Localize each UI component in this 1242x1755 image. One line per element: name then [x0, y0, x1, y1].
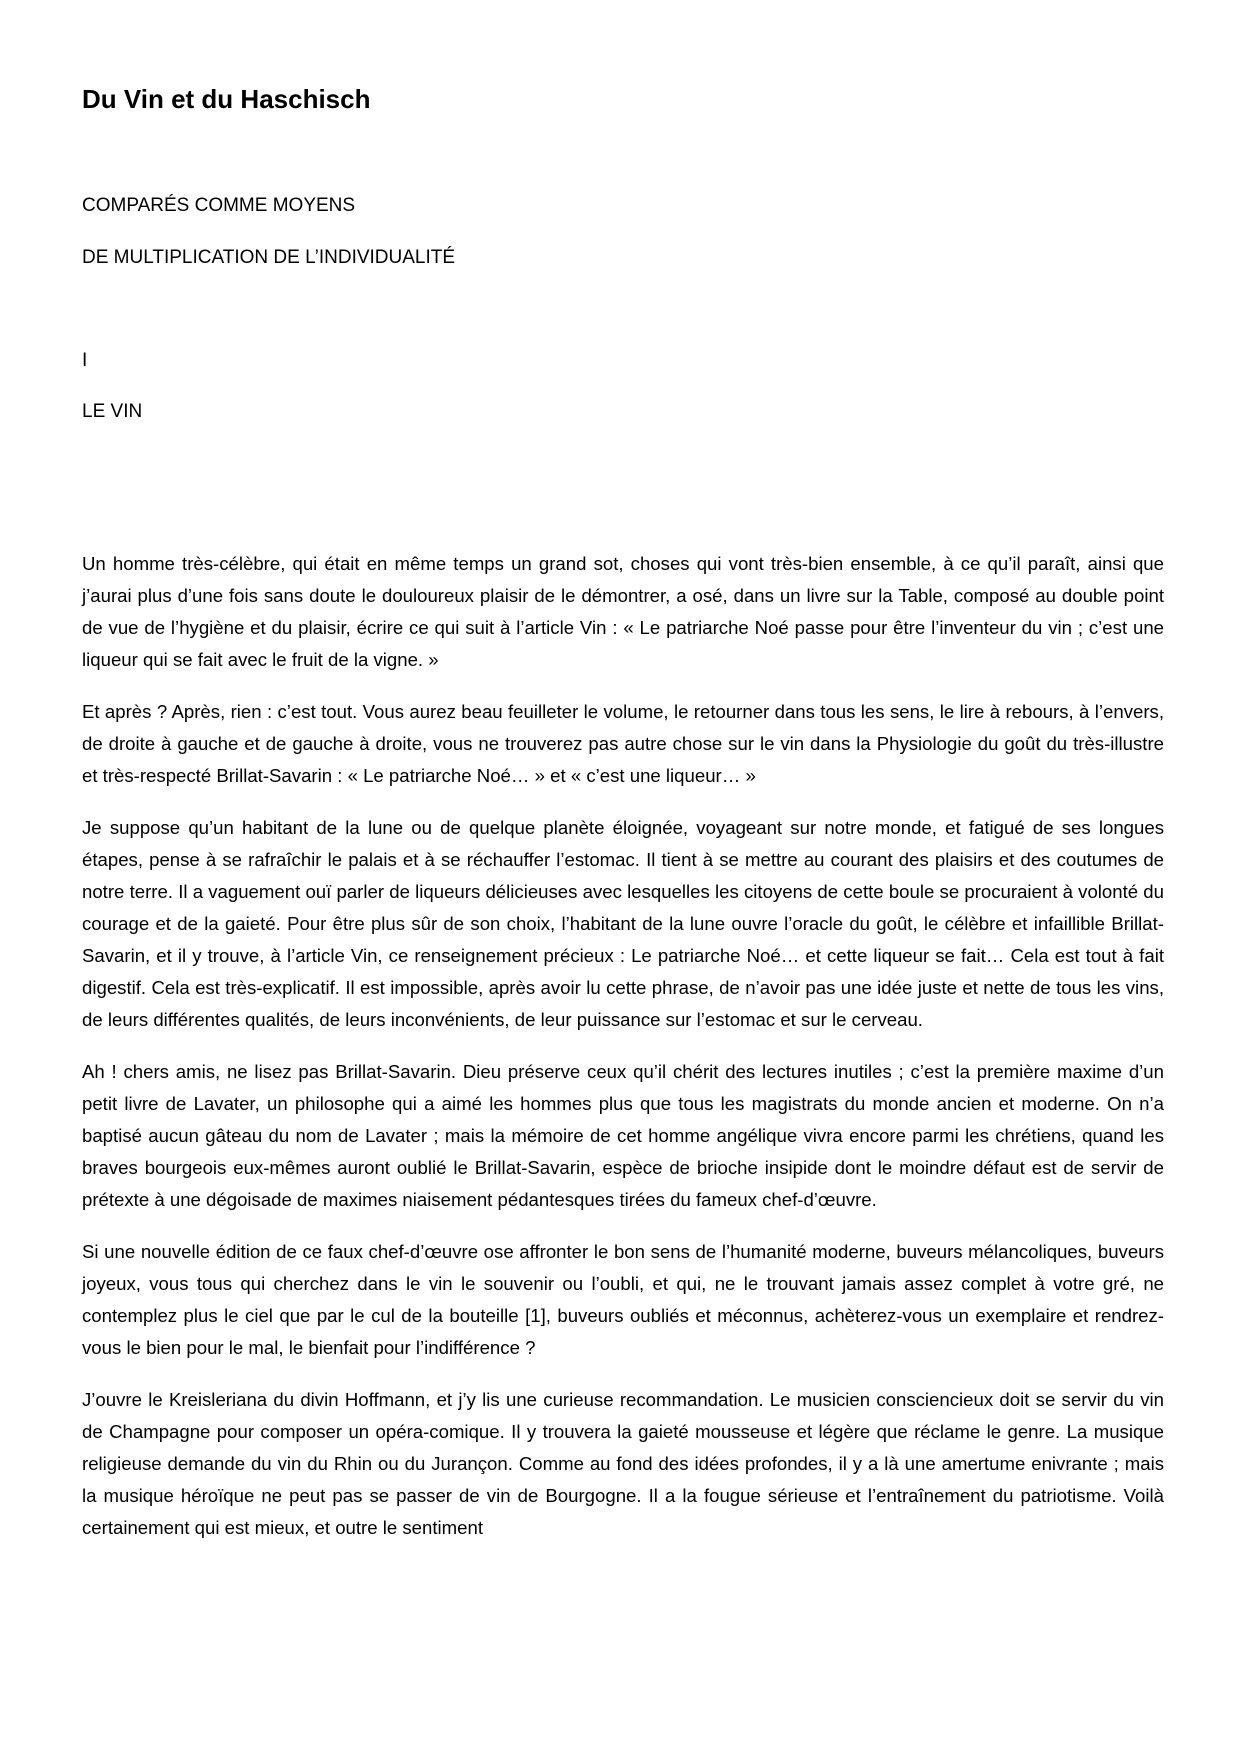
paragraph: Ah ! chers amis, ne lisez pas Brillat-Savarin. Dieu préserve ceux qu’il chérit des lectures inutiles ; c’est la première maxime d’un petit livre de Lavater, un philosophe qui a aimé les hommes plus que tous les magistrats du monde ancien et moderne. On n’a baptisé aucun gâteau du nom de Lavater ; mais la mémoire de cet homme angélique vivra encore parmi les chrétiens, quand les braves bourgeois eux-mêmes auront oublié le Brillat-Savarin, espèce de brioche insipide dont le moindre défaut est de servir de prétexte à une dégoisade de maximes niaisement pédantesques tirées du fameux chef-d’œuvre. — [82, 1061, 1164, 1210]
paragraph: Je suppose qu’un habitant de la lune ou de quelque planète éloignée, voyageant sur notre monde, et fatigué de ses longues étapes, pense à se rafraîchir le palais et à se réchauffer l’estomac. Il tient à se mettre au courant des plaisirs et des coutumes de notre terre. Il a vaguement ouï parler de liqueurs délicieuses avec lesquelles les citoyens de cette boule se procuraient à volonté du courage et de la gaieté. Pour être plus sûr de son choix, l’habitant de la lune ouvre l’oracle du goût, le célèbre et infaillible Brillat-Savarin, et il y trouve, à l’article Vin, ce renseignement précieux : Le patriarche Noé… et cette liqueur se fait… Cela est tout à fait digestif. Cela est très-explicatif. Il est impossible, après avoir lu cette phrase, de n’avoir pas une idée juste et nette de tous les vins, de leurs différentes qualités, de leurs inconvénients, de leur puissance sur l’estomac et sur le cerveau. — [82, 817, 1164, 1030]
body-text — [82, 548, 1164, 1564]
paragraph: Si une nouvelle édition de ce faux chef-d’œuvre ose affronter le bon sens de l’humanité moderne, buveurs mélancoliques, buveurs joyeux, vous tous qui cherchez dans le vin le souvenir ou l’oubli, et qui, ne le trouvant jamais assez complet à votre gré, ne contemplez plus le ciel que par le cul de la bouteille [1], buveurs oubliés et méconnus, achèterez-vous un exemplaire et rendrez-vous le bien pour le mal, le bienfait pour l’indifférence ? — [82, 1241, 1164, 1358]
paragraph: Un homme très-célèbre, qui était en même temps un grand sot, choses qui vont très-bien ensemble, à ce qu’il paraît, ainsi que j’aurai plus d’une fois sans doute le douloureux plaisir de le démontrer, a osé, dans un livre sur la Table, composé au double point de vue de l’hygiène et du plaisir, écrire ce qui suit à l’article Vin : « Le patriarche Noé passe pour être l’inventeur du vin ; c’est une liqueur qui se fait avec le fruit de la vigne. » — [82, 553, 1164, 670]
chapter-title: LE VIN — [82, 401, 143, 422]
subtitle-line-2: DE MULTIPLICATION DE L’INDIVIDUALITÉ — [82, 247, 456, 268]
paragraph: Et après ? Après, rien : c’est tout. Vous aurez beau feuilleter le volume, le retourner dans tous les sens, le lire à rebours, à l’envers, de droite à gauche et de gauche à droite, vous ne trouverez pas autre chose sur le vin dans la Physiologie du goût du très-illustre et très-respecté Brillat-Savarin : « Le patriarche Noé… » et « c’est une liqueur… » — [82, 701, 1164, 786]
paragraph: J’ouvre le Kreisleriana du divin Hoffmann, et j’y lis une curieuse recommandation. Le musicien consciencieux doit se servir du vin de Champagne pour composer un opéra-comique. Il y trouvera la gaieté mousseuse et légère que réclame le genre. La musique religieuse demande du vin du Rhin ou du Jurançon. Comme au fond des idées profondes, il y a là une amertume enivrante ; mais la musique héroïque ne peut pas se passer de vin de Bourgogne. Il a la fougue sérieuse et l’entraînement du patriotisme. Voilà certainement qui est mieux, et outre le sentiment — [82, 1389, 1164, 1538]
document-title: Du Vin et du Haschisch — [82, 84, 371, 114]
chapter-number: I — [82, 350, 88, 371]
subtitle-line-1: COMPARÉS COMME MOYENS — [82, 195, 356, 216]
